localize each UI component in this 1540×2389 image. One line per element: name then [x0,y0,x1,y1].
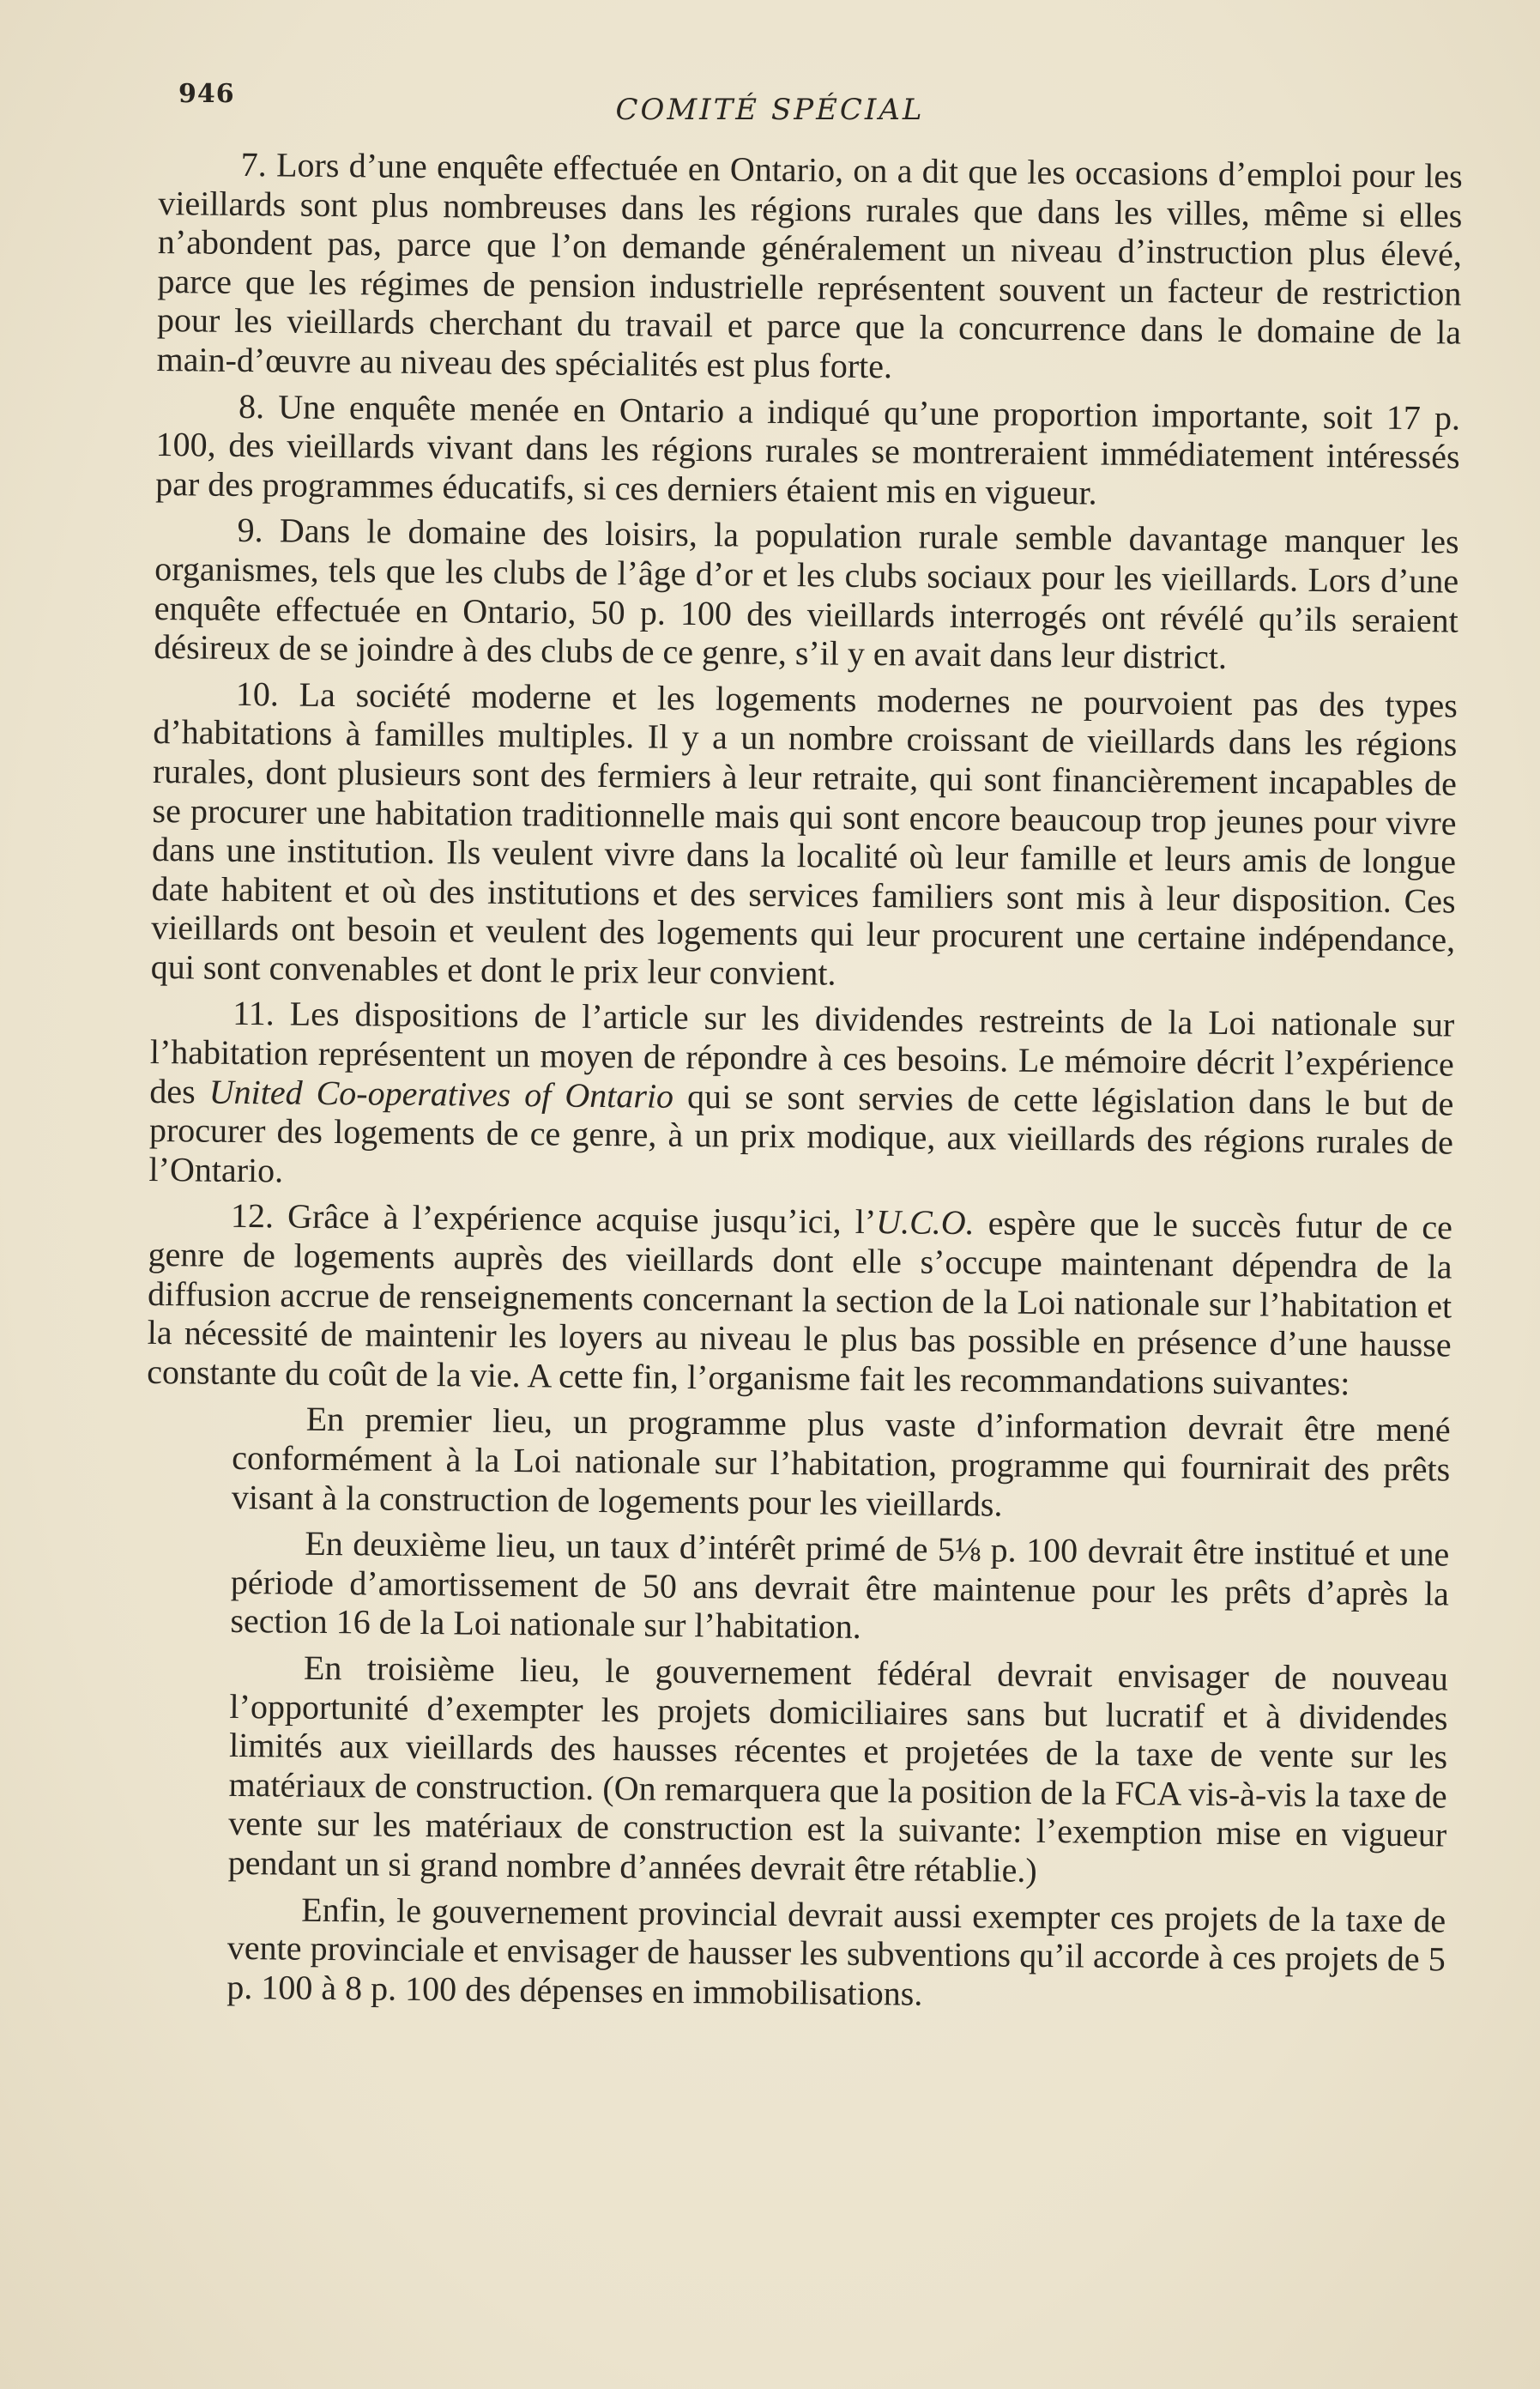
paragraph-7: 7. Lors d’une enquête effectuée en Ontario, on a dit que les occasions d’emploi pour les vieillards sont plus nombreuses dans les régions rurales que dans les villes, même si elles n’abondent pas, parce que l’on demande généralement un niveau d’instruction plus élevé, parce que les régimes de pension industrielle représentent souvent un facteur de restriction pour les vieillards cherchant du travail et parce que la concurrence dans le domaine de la main-d’œuvre au niveau des spécialités est plus forte. [156,144,1463,386]
recommendation-third: En troisième lieu, le gouvernement fédéral devrait envisager de nouveau l’opportunité d’exempter les projets domiciliaires sans but lucratif et à dividendes limités aux vieillards des hausses récentes et projetées de la taxe de vente sur les matériaux de construction. (On remarquera que la position de la FCA vis-à-vis la taxe de vente sur les matériaux de construction est la suivante: l’exemption mise en vigueur pendant un si grand nombre d’années devrait être rétablie.) [227,1648,1449,1890]
recommendation-finally: Enfin, le gouvernement provincial devrait aussi exempter ces projets de la taxe de vente provinciale et envisager de hausser les subventions qu’il accorde à ces projets de 5 p. 100 à 8 p. 100 des dépenses en immobilisations. [226,1890,1446,2013]
paragraph-11-text-start: 11. Les dispositions de l’article sur les dividendes restreints de la Loi nationale sur l’habitation représentent un moyen de répondre à ces besoins. Le mémoire décrit l’expérience des [149,994,1455,1111]
paragraph-12-text-start: 12. Grâce à l’expérience acquise jusqu’ici, l’ [230,1196,877,1242]
recommendation-second: En deuxième lieu, un taux d’intérêt primé de 5⅛ p. 100 devrait être institué et une période d’amortissement de 50 ans devrait être maintenue pour les prêts d’après la section 16 de la Loi nationale sur l’habitation. [230,1523,1450,1647]
paragraph-12-text-end: espère que le succès futur de ce genre de logements auprès des vieillards dont elle s’occupe maintenant dépendra de la diffusion accrue de renseignements concernant la section de la Loi nationale sur l’habitation et la nécessité de maintenir les loyers au niveau le plus bas possible en présence d’une hausse constante du coût de la vie. A cette fin, l’organisme fait les recommandations suivantes: [147,1203,1453,1403]
recommendation-first: En premier lieu, un programme plus vaste d’information devrait être mené conformément à la Loi nationale sur l’habitation, programme qui fournirait des prêts visant à la construction de logements pour les vieillards. [231,1400,1451,1524]
paragraph-12-italic-acronym: U.C.O. [875,1202,975,1243]
paragraph-10: 10. La société moderne et les logements modernes ne pourvoient pas des types d’habitations à familles multiples. Il y a un nombre croissant de vieillards dans les régions rurales, dont plusieurs sont des fermiers à leur retraite, qui sont financièrement incapables de se procurer une habitation traditionnelle mais qui sont encore beaucoup trop jeunes pour vivre dans une institution. Ils veulent vivre dans la localité où leur famille et leurs amis de longue date habitent et où des institutions et des services familiers sont mis à leur disposition. Ces vieillards ont besoin et veulent des logements qui leur procurent une certaine indépendance, qui sont convenables et dont le prix leur convient. [150,674,1458,993]
paragraph-11-text-end: qui se sont servies de cette législation dans le but de procurer des logements de ce genre, à un prix modique, aux vieillards des régions rurales de l’Ontario. [148,1076,1454,1190]
paragraph-12 [147,1195,1452,1404]
paragraph-9: 9. Dans le domaine des loisirs, la population rurale semble davantage manquer les organismes, tels que les clubs de l’âge d’or et les clubs sociaux pour les vieillards. Lors d’une enquête effectuée en Ontario, 50 p. 100 des vieillards interrogés ont révélé qu’ils seraient désireux de se joindre à des clubs de ce genre, s’il y en avait dans leur district. [154,511,1459,677]
paragraph-11-italic-name: United Co-operatives of Ontario [208,1072,674,1116]
paragraph-8: 8. Une enquête menée en Ontario a indiqué qu’une proportion importante, soit 17 p. 100, des vieillards vivant dans les régions rurales se montreraient immédiatement intéressés par des programmes éducatifs, si ces derniers étaient mis en vigueur. [154,386,1461,512]
paragraph-11 [148,993,1454,1201]
body-text [141,144,1463,2025]
page-number: 946 [178,79,235,109]
running-head: COMITÉ SPÉCIAL [615,93,925,127]
